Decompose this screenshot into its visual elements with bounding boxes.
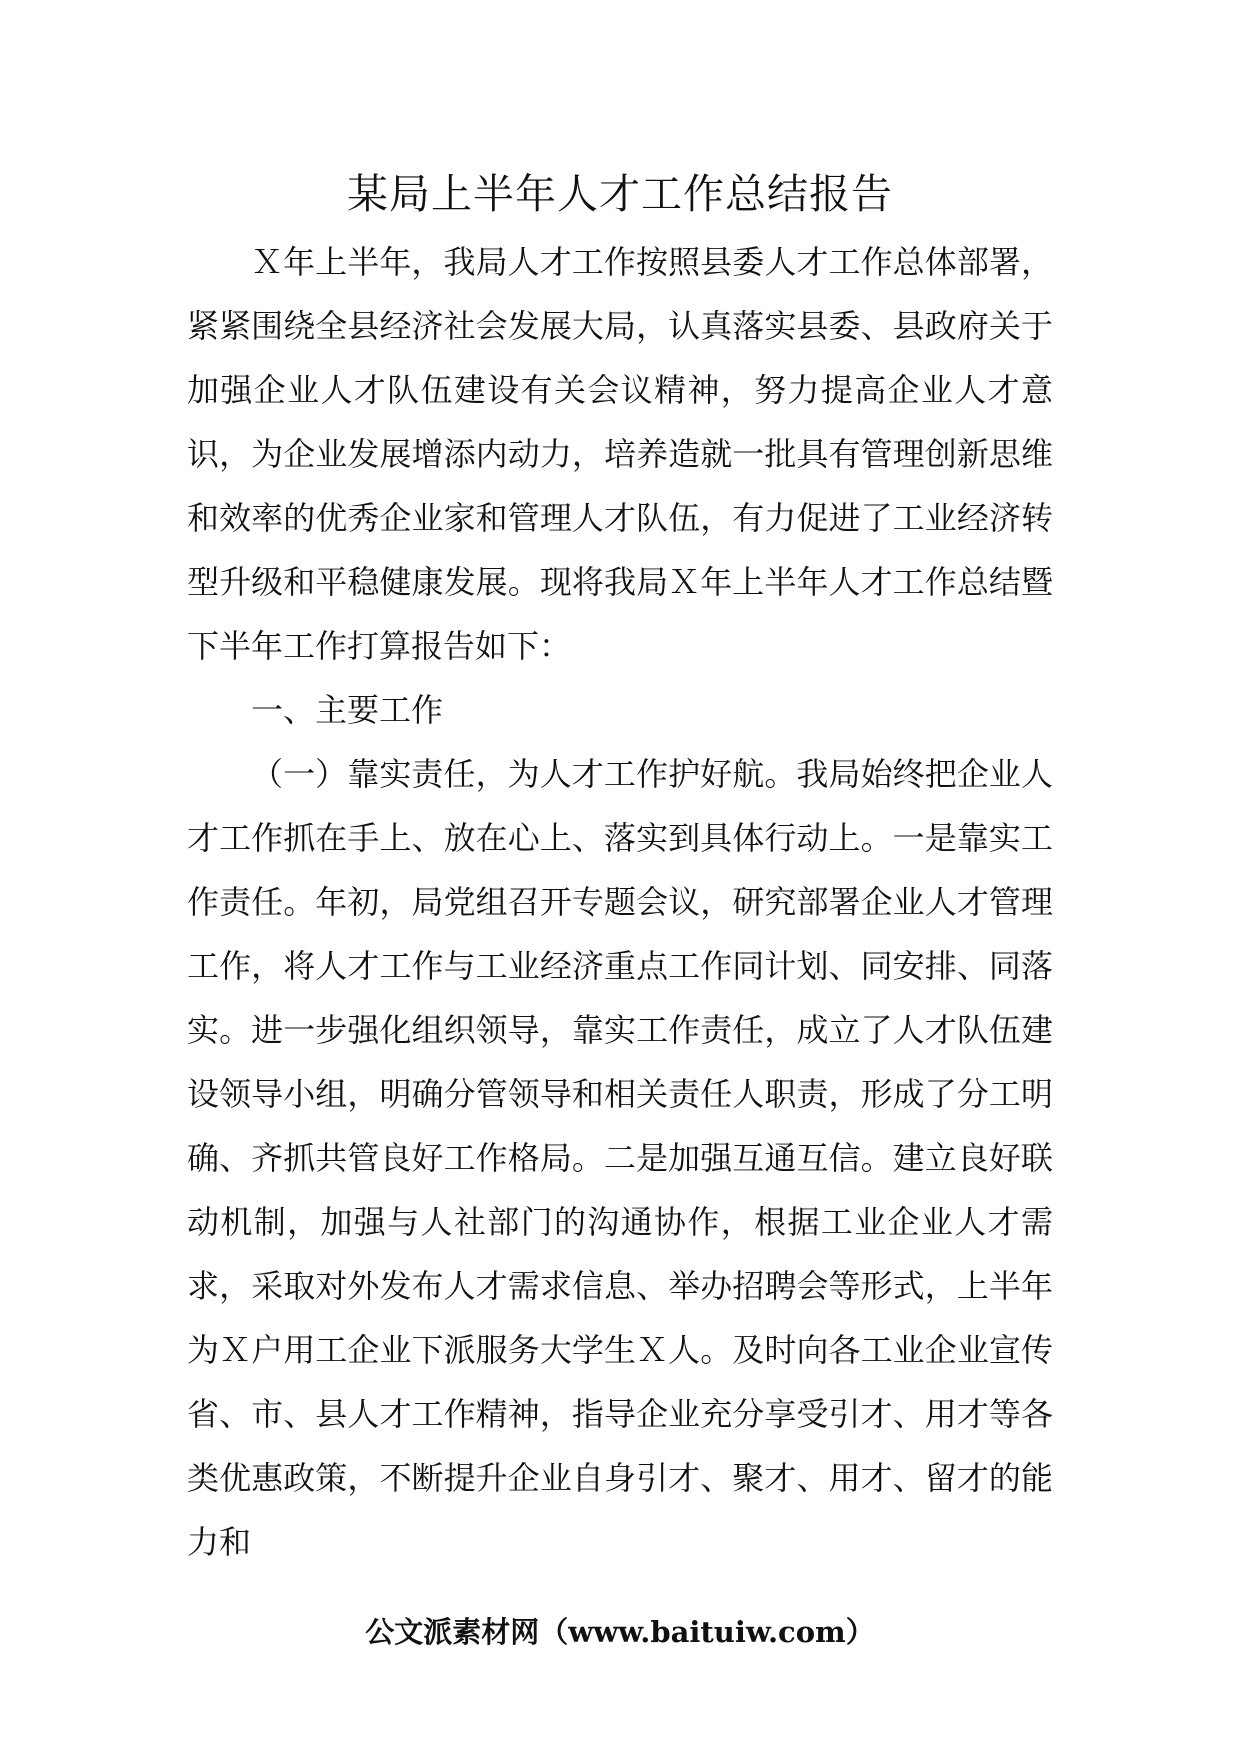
body-paragraph: （一）靠实责任，为人才工作护好航。我局始终把企业人才工作抓在手上、放在心上、落实到具体行动上。一是靠实工作责任。年初，局党组召开专题会议，研究部署企业人才管理工作，将人才工作与工业经济重点工作同计划、同安排、同落实。进一步强化组织领导，靠实工作责任，成立了人才队伍建设领导小组，明确分管领导和相关责任人职责，形成了分工明确、齐抓共管良好工作格局。二是加强互通互信。建立良好联动机制，加强与人社部门的沟通协作，根据工业企业人才需求，采取对外发布人才需求信息、举办招聘会等形式，上半年为Ｘ户用工企业下派服务大学生Ｘ人。及时向各工业企业宣传省、市、县人才工作精神，指导企业充分享受引才、用才等各类优惠政策，不断提升企业自身引才、聚才、用才、留才的能力和 [187,755,1053,1561]
section-heading: 一、主要工作 [251,691,444,729]
intro-paragraph: Ｘ年上半年，我局人才工作按照县委人才工作总体部署，紧紧围绕全县经济社会发展大局，认真落实县委、县政府关于加强企业人才队伍建设有关会议精神，努力提高企业人才意识，为企业发展增添内动力，培养造就一批具有管理创新思维和效率的优秀企业家和管理人才队伍，有力促进了工业经济转型升级和平稳健康发展。现将我局Ｘ年上半年人才工作总结暨下半年工作打算报告如下： [187,243,1053,665]
document-body [187,230,1053,1574]
page-title: 某局上半年人才工作总结报告 [347,170,893,218]
footer-watermark: 公文派素材网（www.baituiw.com） [365,1615,875,1649]
